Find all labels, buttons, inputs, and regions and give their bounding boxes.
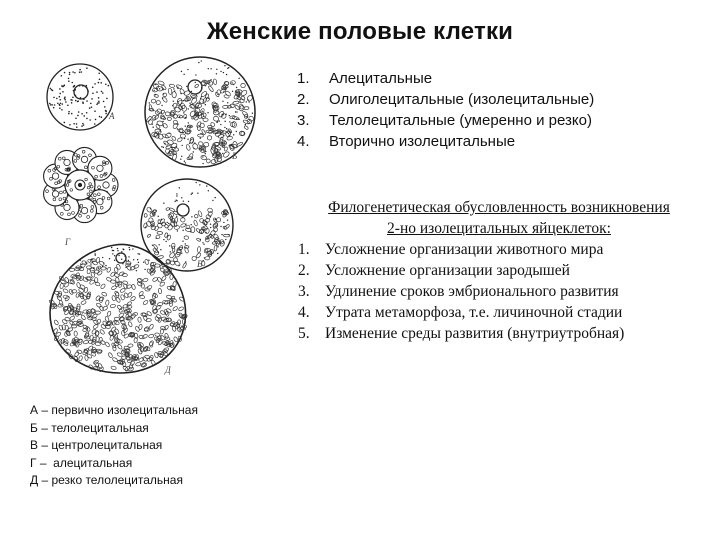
egg-cells-figure	[25, 55, 270, 395]
legend-item: В – центролецитальная	[30, 438, 163, 452]
phylogenetic-section	[298, 197, 700, 344]
cell-g	[44, 147, 118, 222]
egg-type-item: 3. Телолецитальные (умеренно и резко)	[297, 112, 592, 129]
phylo-item: 3. Удлинение сроков эмбрионального развития	[298, 283, 619, 300]
legend-item: А – первично изолецитальная	[30, 403, 198, 417]
legend-item: Д – резко телолецитальная	[30, 473, 183, 487]
egg-types-list	[297, 68, 594, 152]
egg-type-text: Вторично изолецитальные	[329, 133, 516, 150]
phylo-list	[298, 239, 700, 344]
phylo-item: 2. Усложнение организации зародышей	[298, 262, 570, 279]
figure-legend	[30, 402, 198, 490]
phylo-heading-line1: Филогенетическая обусловленность возникновения	[328, 199, 670, 216]
legend-item: Б – телолецитальная	[30, 420, 149, 435]
cell-a	[47, 64, 113, 130]
label-g: Г	[65, 237, 71, 247]
slide-title: Женские половые клетки	[206, 18, 514, 45]
phylo-item: 4. Утрата метаморфоза, т.е. личиночной стадии	[298, 304, 623, 321]
label-b: Б	[232, 151, 238, 161]
label-v: В	[197, 259, 203, 269]
egg-type-item: 1. Алецитальные	[297, 70, 433, 87]
egg-type-text: Олиголецитальные (изолецитальные)	[329, 91, 595, 108]
egg-type-text: Алецитальные	[329, 70, 433, 87]
phylo-item: 1. Усложнение организации животного мира	[298, 241, 604, 258]
egg-type-text: Телолецитальные (умеренно и резко)	[329, 112, 592, 129]
cell-d-nucleus	[116, 253, 126, 263]
egg-type-item: 4. Вторично изолецитальные	[297, 133, 516, 150]
label-a: А	[109, 111, 115, 121]
legend-item: Г – алецитальная	[30, 455, 133, 470]
phylo-heading-line2: 2-но изолецитальных яйцеклеток:	[387, 220, 611, 237]
label-d: Д	[165, 365, 171, 375]
egg-type-item: 2. Олиголецитальные (изолецитальные)	[297, 91, 595, 108]
phylo-item: 5. Изменение среды развития (внутриутробная)	[298, 325, 625, 342]
